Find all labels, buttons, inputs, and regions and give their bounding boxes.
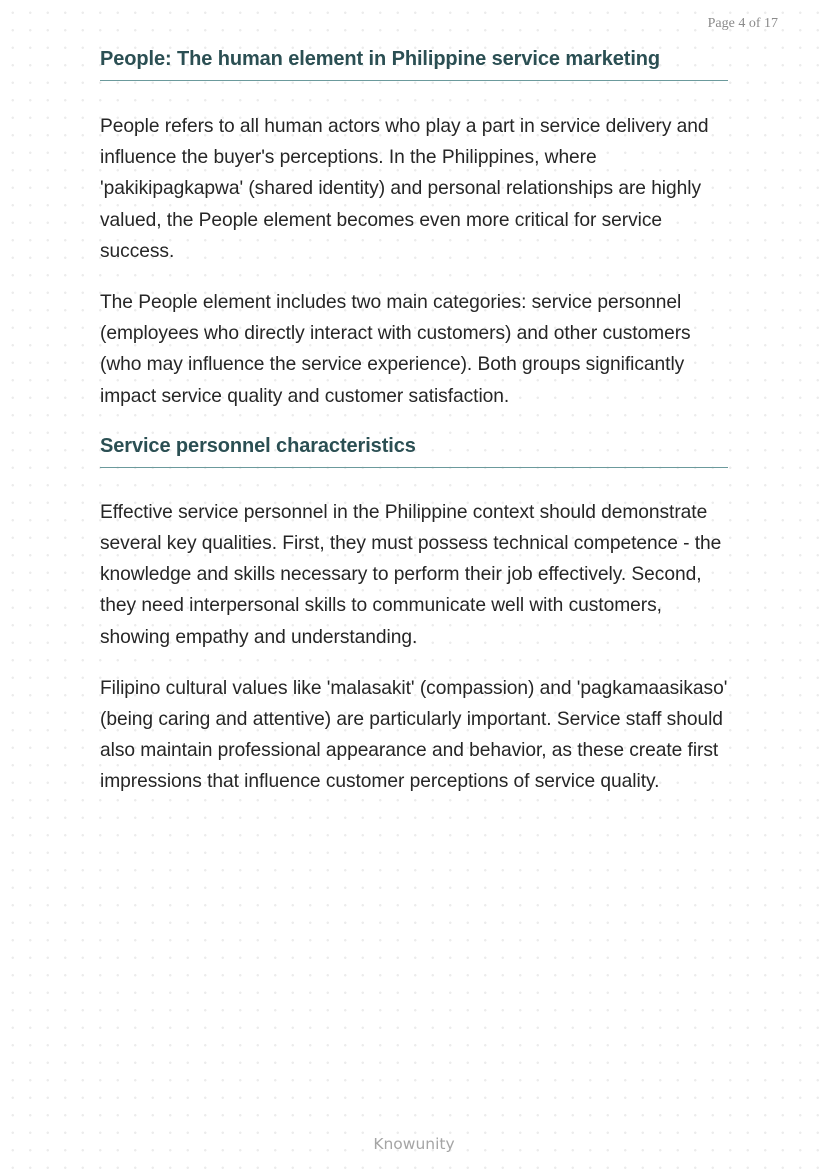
section-service-personnel — [100, 435, 728, 798]
section-people — [100, 48, 728, 412]
paragraph: Filipino cultural values like 'malasakit' (compassion) and 'pagkamaasikaso' (being caring and attentive) are particularly important. Service staff should also maintain professional appearance and behavior, as these create first impressions that influence customer perceptions of service quality. — [100, 677, 728, 793]
document-content — [100, 48, 728, 798]
page-number: Page 4 of 17 — [707, 16, 778, 31]
footer-brand: Knowunity — [373, 1135, 455, 1153]
paragraph: Effective service personnel in the Philippine context should demonstrate several key qualities. First, they must possess technical competence - the knowledge and skills necessary to perform their job effectively. Second, they need interpersonal skills to communicate well with customers, showing empathy and understanding. — [100, 501, 722, 648]
section-heading: Service personnel characteristics — [100, 435, 728, 468]
paragraph: The People element includes two main categories: service personnel (employees who directly interact with customers) and other customers (who may influence the service experience). Both groups significantly impact service quality and customer satisfaction. — [100, 292, 691, 407]
paragraph: People refers to all human actors who play a part in service delivery and influence the buyer's perceptions. In the Philippines, where 'pakikipagkapwa' (shared identity) and personal relationships are highly valued, the People element becomes even more critical for service success. — [100, 116, 709, 262]
section-heading: People: The human element in Philippine service marketing — [100, 48, 728, 81]
